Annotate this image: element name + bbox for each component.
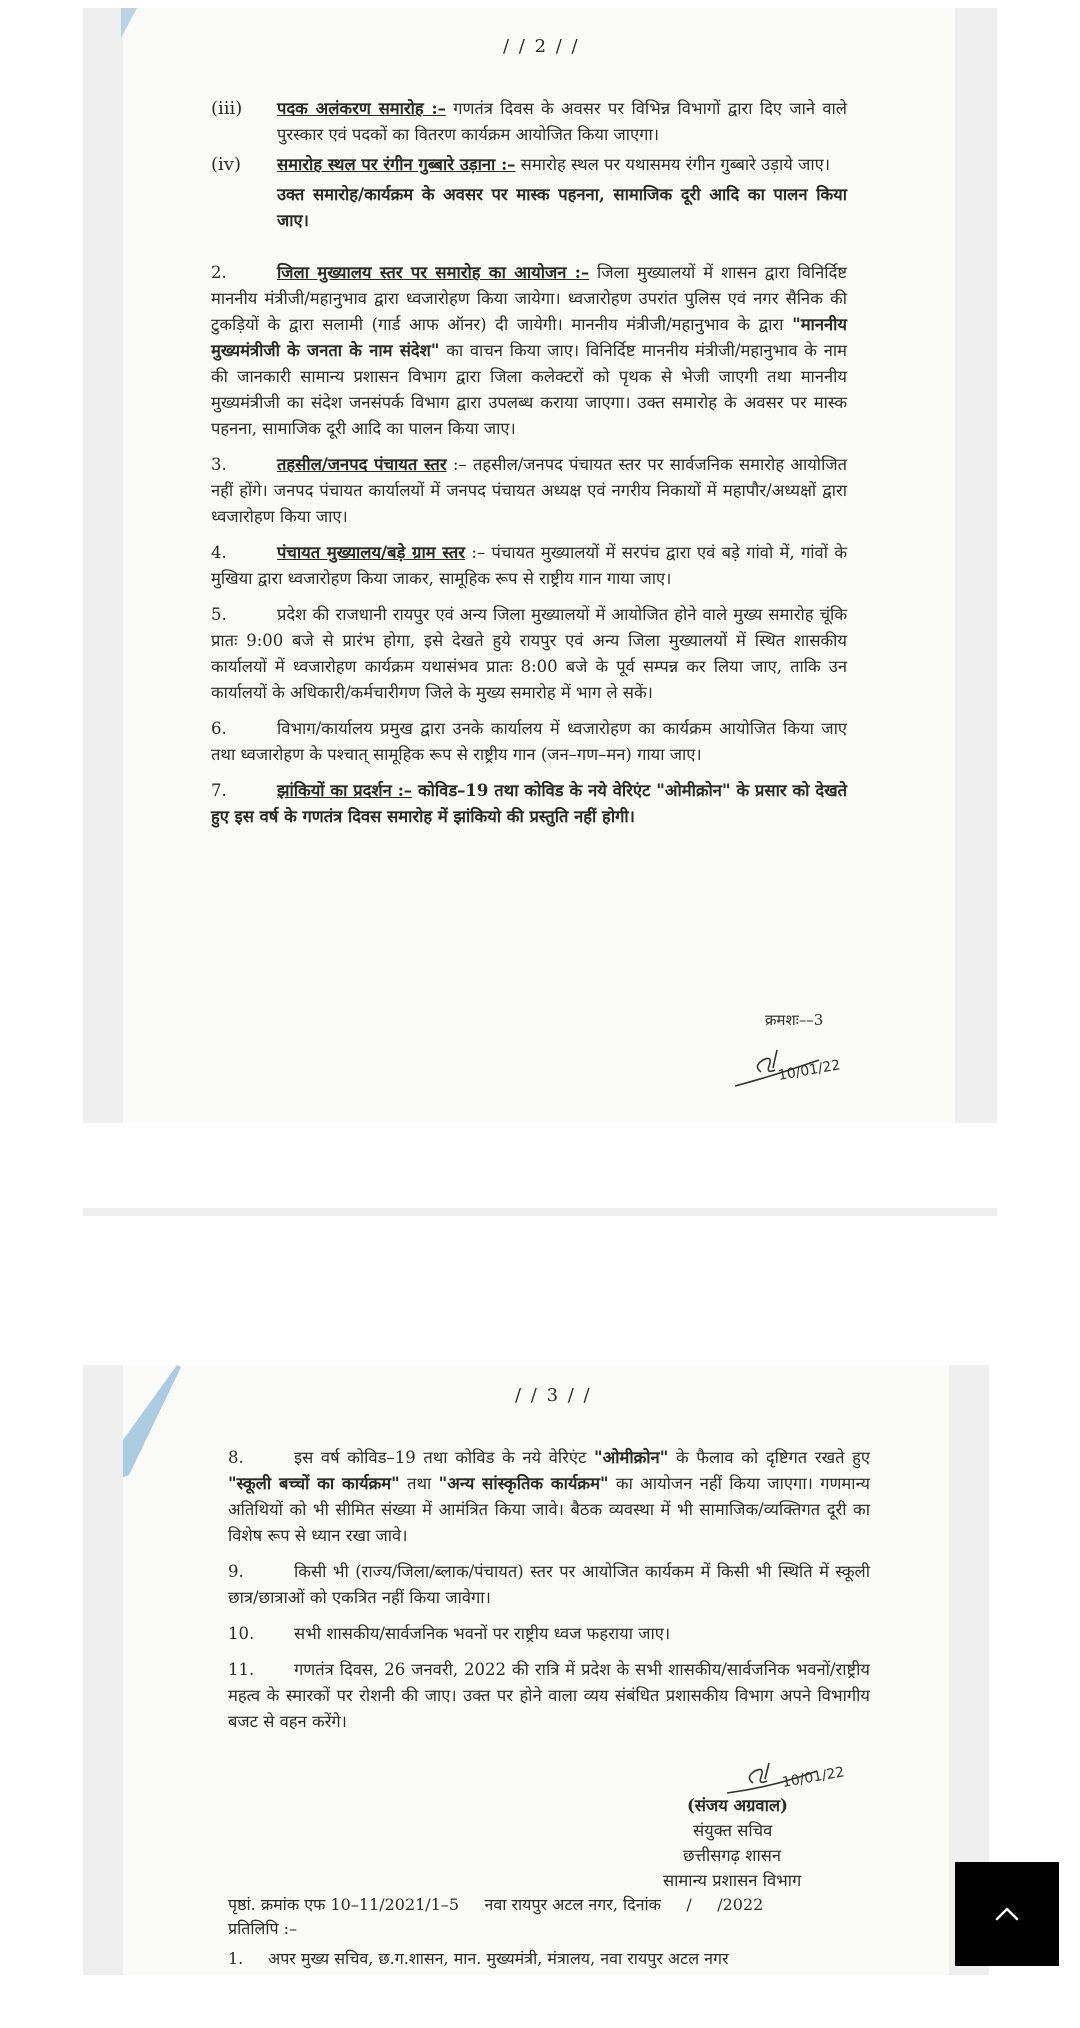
scroll-to-top-button[interactable] xyxy=(955,1862,1059,1966)
paragraph-heading: झांकियों का प्रदर्शन :– xyxy=(277,781,413,800)
paragraph-text: किसी भी (राज्य/जिला/ब्लाक/पंचायत) स्तर पर आयोजित कार्यकम में किसी भी स्थिति में स्कूली छात्र/छात्राओं को एकत्रित नहीं किया जावेगा। xyxy=(228,1562,870,1607)
paragraph xyxy=(211,540,847,592)
paragraph-number: 10. xyxy=(228,1624,255,1643)
page-number: / / 3 / / xyxy=(515,1385,592,1406)
list-item xyxy=(211,96,847,148)
list-item xyxy=(211,152,847,178)
corner-fold xyxy=(121,8,141,42)
paragraph-text: सभी शासकीय/सार्वजनिक भवनों पर राष्ट्रीय ध्वज फहराया जाए। xyxy=(294,1624,671,1643)
item-heading: पदक अलंकरण समारोह :– xyxy=(277,99,446,118)
paragraph xyxy=(211,452,847,530)
list-item xyxy=(228,1947,878,1971)
paragraph-number: 11. xyxy=(228,1660,255,1679)
item-text: समारोह स्थल पर यथासमय रंगीन गुब्बारे उड़ाये जाए। xyxy=(515,155,830,174)
document-page-2 xyxy=(83,8,997,1123)
paragraph-number: 4. xyxy=(211,543,227,562)
endorsement-line: पृष्ठां. क्रमांक एफ 10–11/2021/1–5 नवा रायपुर अटल नगर, दिनांक / /2022 xyxy=(228,1895,764,1914)
paragraph xyxy=(211,778,847,830)
item-heading: समारोह स्थल पर रंगीन गुब्बारे उड़ाना :– xyxy=(277,155,516,174)
paragraph-bold: "माननीय मुख्यमंत्रीजी के जनता के नाम संदेश" xyxy=(211,315,847,360)
paragraph-text: जिला मुख्यालयों में शासन द्वारा विनिर्दिष्ट माननीय मंत्रीजी/महानुभाव द्वारा ध्वजारोहण किया जायेगा। ध्वजारोहण उपरांत पुलिस एवं नगर सैनिक की टुकड़ियों के द्वारा सलामी (गार्ड आफ ऑनर) दी जायेगी। माननीय मंत्रीजी/महानुभाव के द्वारा xyxy=(211,263,847,334)
paragraph xyxy=(211,716,847,768)
item-number: (iv) xyxy=(211,154,241,175)
paragraph-number: 8. xyxy=(228,1448,244,1467)
paragraph-number: 5. xyxy=(211,605,227,624)
document-body xyxy=(228,1445,870,1735)
paragraph-heading: तहसील/जनपद पंचायत स्तर xyxy=(277,455,447,474)
paragraph xyxy=(228,1445,870,1549)
paragraph-bold: "अन्य सांस्कृतिक कार्यक्रम" xyxy=(438,1474,609,1493)
signatory-government: छत्तीसगढ़ शासन xyxy=(683,1846,782,1865)
paragraph-text: :– पंचायत मुख्यालयों में सरपंच द्वारा एवं बड़े गांवो में, गांवों के मुखिया द्वारा ध्वजारोहण किया जाकर, सामूहिक रूप से राष्ट्रीय गान गाया जाए। xyxy=(211,543,847,588)
document-page-3 xyxy=(83,1365,989,1975)
copy-item-number: 1. xyxy=(228,1949,244,1968)
paragraph-text: :– तहसील/जनपद पंचायत स्तर पर सार्वजनिक समारोह आयोजित नहीं होंगे। जनपद पंचायत कार्यालयों में जनपद पंचायत अध्यक्ष एवं नगरीय निकायों में महापौर/अध्यक्षों द्वारा ध्वजारोहण किया जाए। xyxy=(211,455,847,526)
paragraph-number: 6. xyxy=(211,719,227,738)
continued-marker: क्रमशः––3 xyxy=(765,1011,824,1029)
endorsement-block xyxy=(228,1893,878,1971)
signatory-block xyxy=(663,1793,801,1893)
paragraph-number: 9. xyxy=(228,1562,244,1581)
page-number: / / 2 / / xyxy=(503,36,580,57)
note-text: उक्त समारोह/कार्यक्रम के अवसर पर मास्क पहनना, सामाजिक दूरी आदि का पालन किया जाए। xyxy=(277,185,847,230)
paragraph-text: का वाचन किया जाए। विनिर्दिष्ट माननीय मंत्रीजी/महानुभाव के नाम की जानकारी सामान्य प्रशासन विभाग द्वारा जिला कलेक्टरों को पृथक से भेजी जाएगी तथा माननीय मुख्यमंत्रीजी का संदेश जनसंपर्क विभाग द्वारा उपलब्ध कराया जाएगा। उक्त समारोह के अवसर पर मास्क पहनना, सामाजिक दूरी आदि का पालन किया जाए। xyxy=(211,341,848,438)
paragraph xyxy=(228,1621,870,1647)
signatory-name: (संजय अग्रवाल) xyxy=(687,1796,788,1815)
paragraph-text: के फैलाव को दृष्टिगत रखते हुए xyxy=(668,1448,870,1467)
paragraph xyxy=(211,260,847,442)
paragraph xyxy=(228,1657,870,1735)
paragraph-number: 3. xyxy=(211,455,227,474)
paragraph xyxy=(211,602,847,706)
list-item xyxy=(211,182,847,234)
page-separator xyxy=(83,1208,997,1216)
paragraph-number: 2. xyxy=(211,263,227,282)
paragraph-text: प्रदेश की राजधानी रायपुर एवं अन्य जिला मुख्यालयों में आयोजित होने वाले मुख्य समारोह चूंकि प्रातः 9:00 बजे से प्रारंभ होगा, इसे देखते हुये रायपुर एवं अन्य जिला मुख्यालयों में स्थित शासकीय कार्यालयों में ध्वजारोहण कार्यक्रम यथासंभव प्रातः 8:00 बजे के पूर्व सम्पन्न कर लिया जाए, ताकि उन कार्यालयों के अधिकारी/कर्मचारीगण जिले के मुख्य समारोह में भाग ले सकें। xyxy=(211,605,847,702)
paragraph-text: तथा xyxy=(399,1474,439,1493)
paragraph-text: इस वर्ष कोविड–19 तथा कोविड के नये वेरिएंट xyxy=(294,1448,594,1467)
copy-item-text: अपर मुख्य सचिव, छ.ग.शासन, मान. मुख्यमंत्री, मंत्रालय, नवा रायपुर अटल नगर xyxy=(268,1949,729,1968)
document-body xyxy=(211,96,847,830)
paragraph-heading: पंचायत मुख्यालय/बड़े ग्राम स्तर xyxy=(277,543,465,562)
chevron-up-icon xyxy=(992,1904,1022,1924)
signature-date: 10/01/22 xyxy=(780,1764,846,1791)
item-text: गणतंत्र दिवस के अवसर पर विभिन्न विभागों द्वारा दिए जाने वाले पुरस्कार एवं पदकों का वितरण कार्यक्रम आयोजित किया जाएगा। xyxy=(277,99,847,144)
paragraph-number: 7. xyxy=(211,781,227,800)
paragraph-heading: जिला मुख्यालय स्तर पर समारोह का आयोजन :– xyxy=(277,263,590,282)
signature-date: 10/01/22 xyxy=(776,1057,842,1084)
copy-label: प्रतिलिपि :– xyxy=(228,1919,298,1938)
paragraph-text: विभाग/कार्यालय प्रमुख द्वारा उनके कार्यालय में ध्वजारोहण का कार्यक्रम आयोजित किया जाए तथा ध्वजारोहण के पश्चात् सामूहिक रूप से राष्ट्रीय गान (जन–गण–मन) गाया जाए। xyxy=(211,719,847,764)
signature xyxy=(733,1038,843,1098)
item-number: (iii) xyxy=(211,98,243,119)
signatory-designation: संयुक्त सचिव xyxy=(693,1821,773,1840)
signatory-department: सामान्य प्रशासन विभाग xyxy=(663,1871,802,1890)
paragraph-bold: "स्कूली बच्चों का कार्यक्रम" xyxy=(228,1474,400,1493)
corner-fold xyxy=(123,1365,183,1485)
paragraph-bold: कोविड–19 तथा कोविड के नये वेरिएंट "ओमीक्रोन" के प्रसार को देखते हुए इस वर्ष के गणतंत्र दिवस समारोह में झांकियो की प्रस्तुति नहीं होगी। xyxy=(211,781,847,826)
paragraph-bold: "ओमीक्रोन" xyxy=(593,1448,669,1467)
paragraph-text: गणतंत्र दिवस, 26 जनवरी, 2022 की रात्रि में प्रदेश के सभी शासकीय/सार्वजनिक भवनों/राष्ट्रीय महत्व के स्मारकों पर रोशनी की जाए। उक्त पर होने वाला व्यय संबंधित प्रशासकीय विभाग अपने विभागीय बजट से वहन करेंगे। xyxy=(228,1660,870,1731)
paragraph-text: का आयोजन नहीं किया जाएगा। गणमान्य अतिथियों को भी सीमित संख्या में आमंत्रित किया जावे। बैठक व्यवस्था में भी सामाजिक/व्यक्तिगत दूरी का विशेष रूप से ध्यान रखा जावे। xyxy=(228,1474,871,1545)
paragraph xyxy=(228,1559,870,1611)
